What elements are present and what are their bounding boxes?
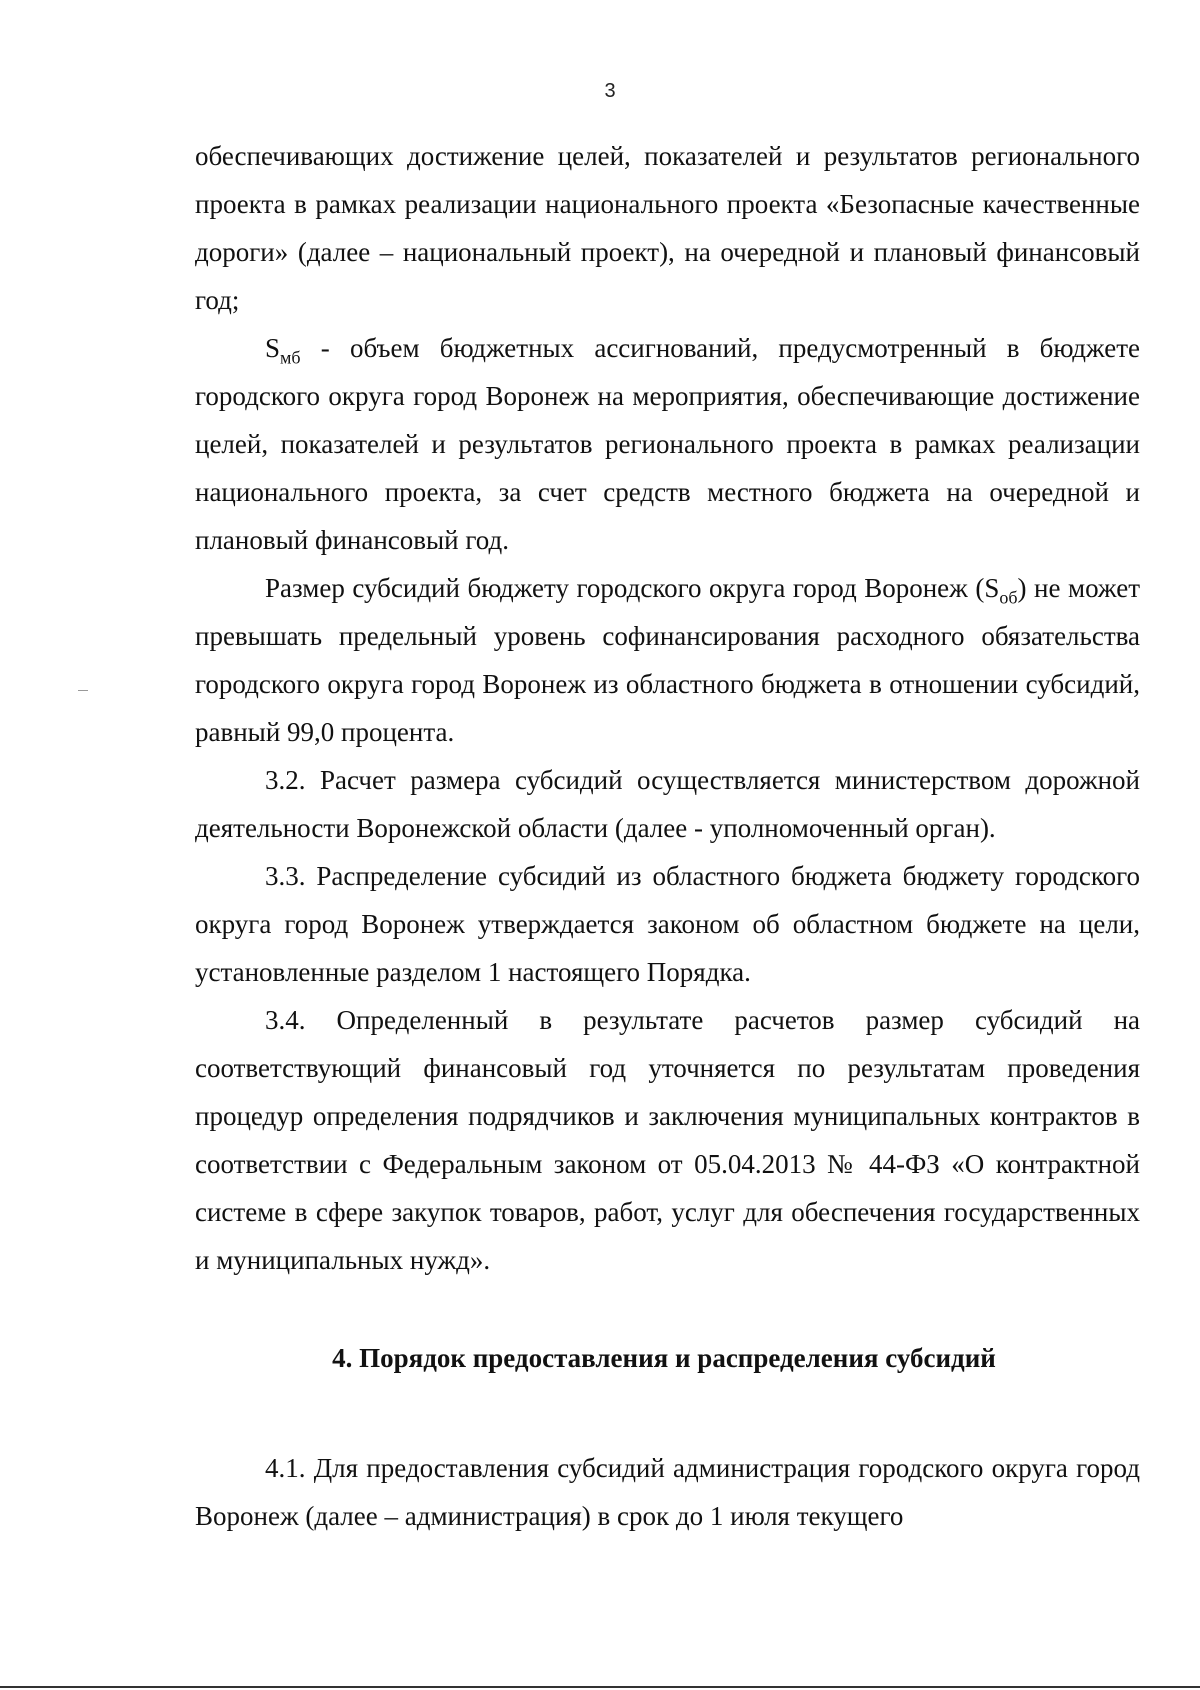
paragraph-s-mb-text: - объем бюджетных ассигнований, предусмотренный в бюджете городского округа город Воронеж на мероприятия, обеспечивающие достижение целей, показателей и результатов регионального проекта в рамках реализации национального проекта, за счет средств местного бюджета на очередной и плановый финансовый год. [195, 333, 1140, 555]
paragraph-subsidy-limit [195, 564, 1140, 756]
paragraph-s-mb-definition [195, 324, 1140, 564]
paragraph-subsidy-limit-text: ) не может превышать предельный уровень софинансирования расходного обязательства городского округа город Воронеж из областного бюджета в отношении субсидий, равный 99,0 процента. [195, 573, 1140, 747]
page-number: 3 [604, 80, 616, 102]
paragraph-3-4: 3.4. Определенный в результате расчетов размер субсидий на соответствующий финансовый год уточняется по результатам проведения процедур определения подрядчиков и заключения муниципальных контрактов в соответствии с Федеральным законом от 05.04.2013 № 44-ФЗ «О контрактной системе в сфере закупок товаров, работ, услуг для обеспечения государственных и муниципальных нужд». [195, 1005, 1140, 1275]
paragraph-4-1: 4.1. Для предоставления субсидий администрация городского округа город Воронеж (далее – администрация) в срок до 1 июля текущего [195, 1453, 1140, 1531]
paragraph-subsidy-limit-prefix: Размер субсидий бюджету городского округа город Воронеж ( [265, 573, 985, 603]
formula-symbol-s-mb: $S_{мб}$ [265, 333, 301, 368]
formula-symbol-s-ob: $S_{об}$ [984, 573, 1018, 608]
paragraph-3-2: 3.2. Расчет размера субсидий осуществляется министерством дорожной деятельности Воронежской области (далее - уполномоченный орган). [195, 765, 1140, 843]
section-4-text-block [195, 1444, 1140, 1540]
body-text-block [195, 132, 1140, 1284]
paragraph-continuation: обеспечивающих достижение целей, показателей и результатов регионального проекта в рамках реализации национального проекта «Безопасные качественные дороги» (далее – национальный проект), на очередной и плановый финансовый год; [195, 141, 1140, 315]
section-heading: 4. Порядок предоставления и распределения субсидий [332, 1343, 996, 1373]
margin-scan-mark [78, 690, 88, 691]
bottom-scan-edge [0, 1686, 1200, 1688]
paragraph-3-3: 3.3. Распределение субсидий из областного бюджета бюджету городского округа город Воронеж утверждается законом об областном бюджете на цели, установленные разделом 1 настоящего Порядка. [195, 861, 1140, 987]
